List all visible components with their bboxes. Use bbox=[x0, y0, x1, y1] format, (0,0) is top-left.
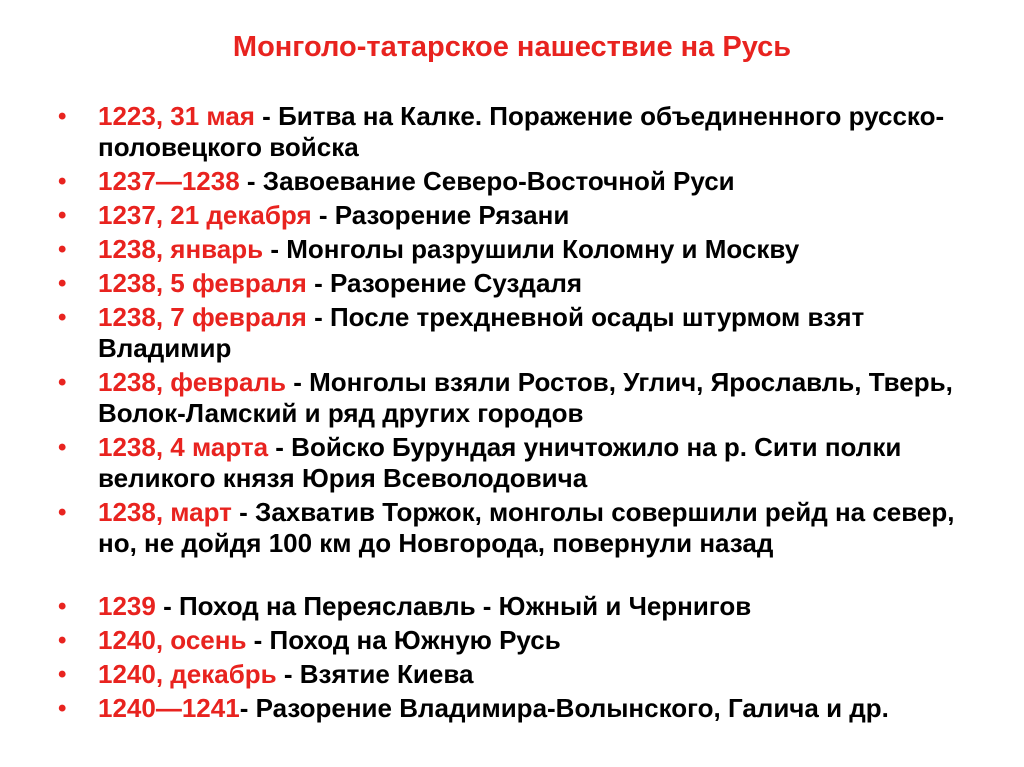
list-item bbox=[58, 659, 978, 690]
bullet-icon: • bbox=[58, 270, 67, 297]
list-item bbox=[58, 234, 978, 265]
event-date: 1238, 4 марта bbox=[98, 432, 269, 462]
bullet-icon: • bbox=[58, 236, 67, 263]
event-date: 1240, декабрь bbox=[98, 659, 277, 689]
event-description: Завоевание Северо-Восточной Руси bbox=[262, 166, 735, 196]
bullet-icon: • bbox=[58, 593, 67, 620]
list-item bbox=[58, 591, 978, 622]
separator: - bbox=[254, 101, 279, 131]
event-description: Войско Бурундая уничтожило на р. Сити полки великого князя Юрия Всеволодовича bbox=[98, 432, 902, 493]
separator: - bbox=[246, 625, 270, 655]
separator: - bbox=[306, 302, 330, 332]
events-list bbox=[58, 101, 978, 727]
event-date: 1238, 5 февраля bbox=[98, 268, 307, 298]
bullet-icon: • bbox=[58, 627, 67, 654]
event-description: Разорение Рязани bbox=[334, 200, 570, 230]
event-description: Монголы взяли Ростов, Углич, Ярославль, Тверь, Волок-Ламский и ряд других городов bbox=[98, 367, 953, 428]
event-date: 1237, 21 декабря bbox=[98, 200, 312, 230]
list-item bbox=[58, 625, 978, 656]
list-item bbox=[58, 367, 978, 429]
bullet-icon: • bbox=[58, 103, 67, 130]
separator: - bbox=[231, 497, 256, 527]
event-date: 1240, осень bbox=[98, 625, 247, 655]
event-description: Монголы разрушили Коломну и Москву bbox=[286, 234, 800, 264]
event-date: 1238, март bbox=[98, 497, 232, 527]
slide-title: Монголо-татарское нашествие на Русь bbox=[232, 31, 792, 63]
event-date: 1238, февраль bbox=[98, 367, 286, 397]
bullet-icon: • bbox=[58, 369, 67, 396]
event-date: 1238, 7 февраля bbox=[98, 302, 307, 332]
separator: - bbox=[285, 367, 310, 397]
event-description: Взятие Киева bbox=[299, 659, 474, 689]
event-description: После трехдневной осады штурмом взят Владимир bbox=[98, 302, 865, 363]
separator: - bbox=[239, 693, 256, 723]
list-item bbox=[58, 302, 978, 364]
event-description: Разорение Суздаля bbox=[329, 268, 583, 298]
list-item bbox=[58, 497, 978, 559]
event-date: 1240—1241 bbox=[98, 693, 240, 723]
separator: - bbox=[276, 659, 300, 689]
bullet-icon: • bbox=[58, 499, 67, 526]
list-item bbox=[58, 200, 978, 231]
event-date: 1237—1238 bbox=[98, 166, 240, 196]
list-item bbox=[58, 166, 978, 197]
event-date: 1238, январь bbox=[98, 234, 264, 264]
list-item bbox=[58, 693, 978, 724]
bullet-icon: • bbox=[58, 695, 67, 722]
list-item bbox=[58, 101, 978, 163]
event-description: Разорение Владимира-Волынского, Галича и др. bbox=[255, 693, 889, 723]
separator: - bbox=[155, 591, 179, 621]
list-item bbox=[58, 432, 978, 494]
bullet-icon: • bbox=[58, 202, 67, 229]
bullet-icon: • bbox=[58, 661, 67, 688]
list-item bbox=[58, 268, 978, 299]
event-description: Битва на Калке. Поражение объединенного русско-половецкого войска bbox=[98, 101, 945, 162]
bullet-icon: • bbox=[58, 304, 67, 331]
bullet-icon: • bbox=[58, 168, 67, 195]
separator: - bbox=[268, 432, 292, 462]
separator: - bbox=[263, 234, 287, 264]
separator: - bbox=[239, 166, 263, 196]
event-description: Поход на Южную Русь bbox=[269, 625, 561, 655]
bullet-icon: • bbox=[58, 434, 67, 461]
separator: - bbox=[311, 200, 335, 230]
event-date: 1223, 31 мая bbox=[98, 101, 255, 131]
event-description: Поход на Переяславль - Южный и Чернигов bbox=[178, 591, 752, 621]
event-description: Захватив Торжок, монголы совершили рейд на север, но, не дойдя 100 км до Новгорода, повернули назад bbox=[98, 497, 955, 558]
event-date: 1239 bbox=[98, 591, 156, 621]
separator: - bbox=[306, 268, 330, 298]
